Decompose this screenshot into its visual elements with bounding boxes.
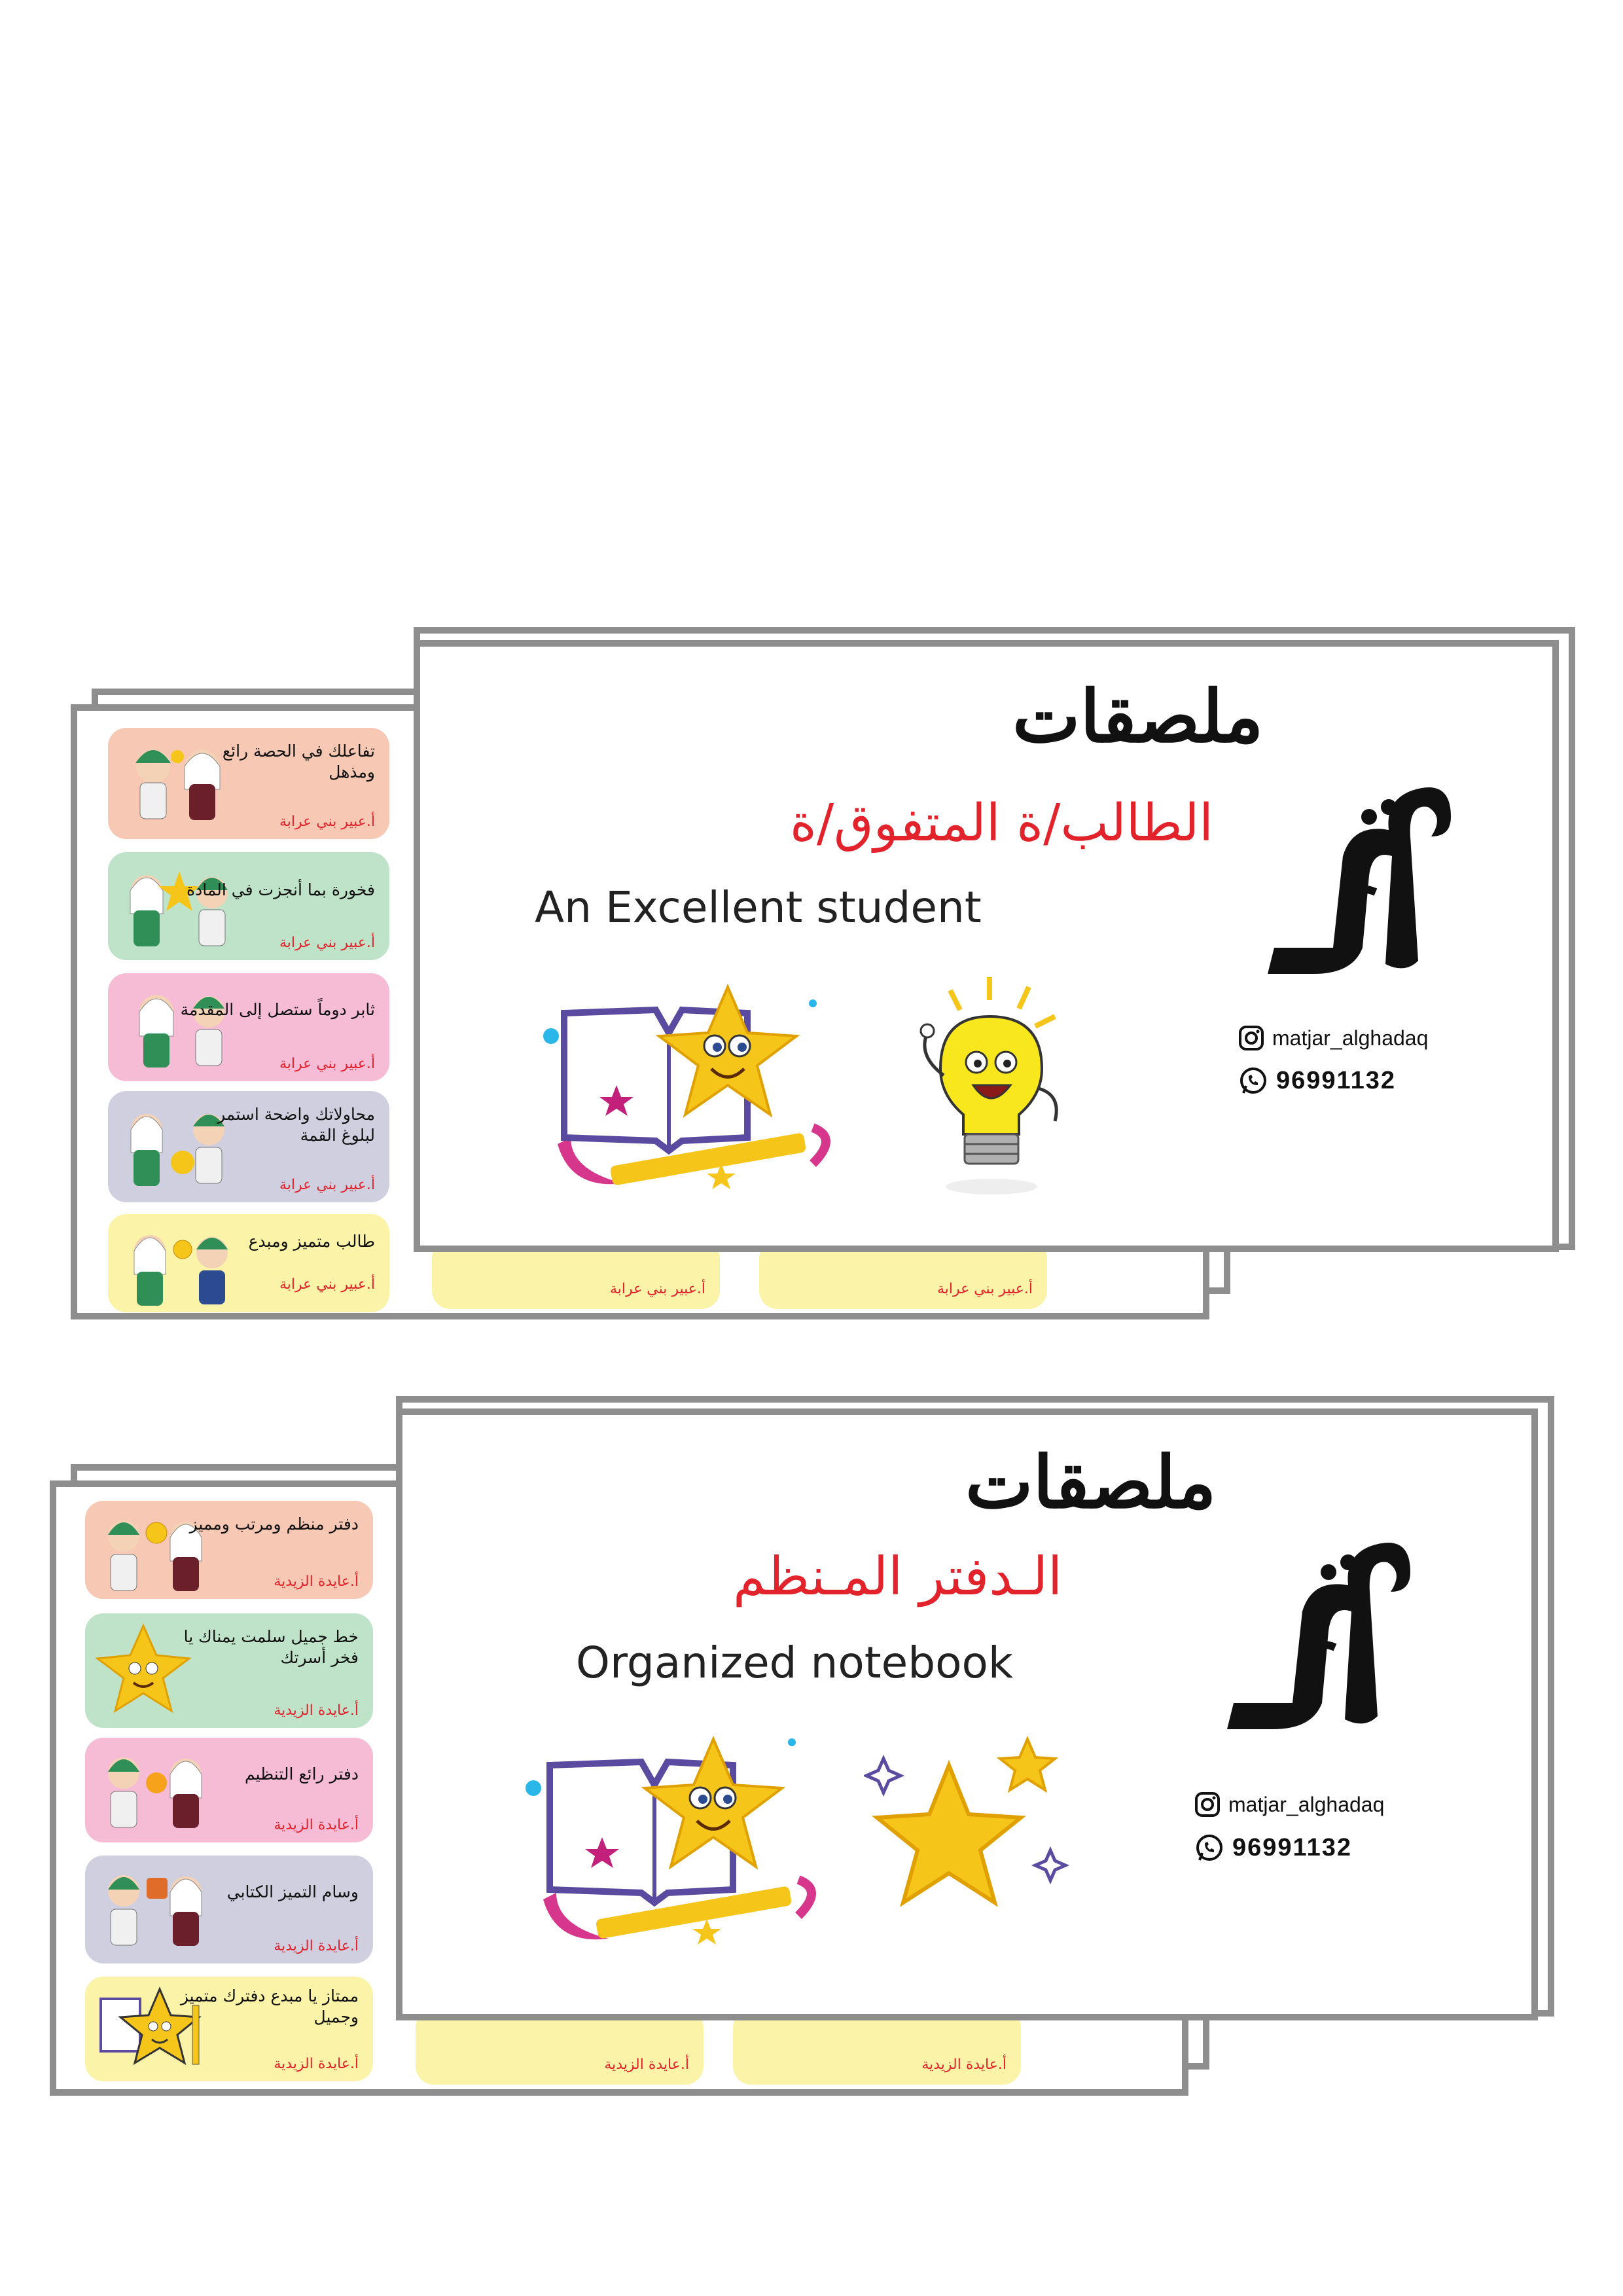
sticker-bottom-1	[416, 2009, 704, 2085]
sticker-1	[108, 728, 389, 839]
sticker-text: وسام التميز الكتابي	[226, 1882, 359, 1901]
stars-illustration	[864, 1732, 1080, 1929]
sticker-text: ممتاز يا مبدع دفترك متميز وجميل	[180, 1986, 359, 2026]
sticker-author: أ.عايدة الزيدية	[274, 1817, 359, 1833]
instagram-icon	[1238, 1025, 1264, 1051]
notebook-star-illustration	[517, 1723, 831, 1958]
sticker-text: محاولاتك واضحة استمر لبلوغ القمة	[217, 1105, 375, 1145]
sticker-author: أ.عايدة الزيدية	[274, 1573, 359, 1590]
sticker-5	[108, 1214, 389, 1312]
whatsapp-icon	[1194, 1833, 1224, 1863]
cover-title: ملصقات	[1012, 674, 1264, 759]
sticker-text: طالب متميز ومبدع	[248, 1232, 375, 1251]
sticker-4	[85, 1856, 373, 1964]
cover-title: ملصقات	[965, 1440, 1217, 1524]
cover-subtitle-english: Organized notebook	[576, 1638, 1014, 1688]
sticker-author: أ.عايدة الزيدية	[274, 1702, 359, 1719]
kids-illustration	[94, 1865, 212, 1956]
sticker-3	[85, 1738, 373, 1842]
kids-illustration	[117, 982, 235, 1074]
sticker-author: أ.عبير بني عرابة	[609, 1281, 705, 1297]
sticker-author: أ.عبير بني عرابة	[279, 1056, 375, 1072]
lightbulb-illustration	[904, 971, 1081, 1200]
cover-subtitle-english: An Excellent student	[535, 882, 982, 933]
whatsapp-contact	[1238, 1066, 1396, 1096]
sticker-text: خط جميل سلمت يمناك يا فخر أسرتك	[183, 1627, 359, 1667]
alghadaq-logo	[1214, 1533, 1443, 1749]
cover-subtitle-arabic: الطالب/ة المتفوق/ة	[790, 794, 1213, 853]
sticker-author: أ.عايدة الزيدية	[921, 2056, 1007, 2073]
instagram-contact	[1194, 1791, 1384, 1818]
sticker-2	[85, 1613, 373, 1728]
sticker-text: دفتر رائع التنظيم	[245, 1765, 359, 1784]
instagram-icon	[1194, 1791, 1221, 1818]
sticker-text: ثابر دوماً ستصل إلى المقدمة	[180, 1000, 375, 1019]
sticker-3	[108, 973, 389, 1081]
whatsapp-number: 96991132	[1276, 1066, 1396, 1094]
sticker-bottom-2	[733, 2009, 1021, 2085]
sticker-author: أ.عبير بني عرابة	[279, 935, 375, 951]
sticker-4	[108, 1091, 389, 1202]
whatsapp-number: 96991132	[1232, 1833, 1352, 1861]
sticker-author: أ.عبير بني عرابة	[279, 814, 375, 830]
sticker-author: أ.عايدة الزيدية	[604, 2056, 689, 2073]
instagram-handle: matjar_alghadaq	[1272, 1026, 1429, 1050]
sticker-5	[85, 1977, 373, 2081]
sticker-text: دفتر منظم ومرتب ومميز	[189, 1515, 359, 1534]
sticker-author: أ.عايدة الزيدية	[274, 1938, 359, 1954]
whatsapp-icon	[1238, 1066, 1268, 1096]
kids-illustration	[94, 1747, 212, 1839]
instagram-contact	[1238, 1025, 1428, 1051]
sticker-author: أ.عايدة الزيدية	[274, 2056, 359, 2072]
kids-illustration	[117, 861, 235, 953]
sticker-author: أ.عبير بني عرابة	[279, 1177, 375, 1193]
sticker-text: تفاعلك في الحصة رائع ومذهل	[222, 742, 375, 781]
sticker-2	[108, 852, 389, 960]
cover-subtitle-arabic: الـدفتر المـنظم	[733, 1546, 1063, 1607]
cover-card	[396, 1408, 1538, 2020]
alghadaq-logo	[1255, 778, 1484, 994]
whatsapp-contact	[1194, 1833, 1352, 1863]
sticker-1	[85, 1501, 373, 1599]
cover-card	[414, 640, 1559, 1252]
sticker-author: أ.عبير بني عرابة	[279, 1276, 375, 1293]
notebook-star-illustration	[531, 974, 846, 1203]
sticker-text: فخورة بما أنجزت في المادة	[186, 880, 375, 899]
instagram-handle: matjar_alghadaq	[1228, 1792, 1385, 1816]
sticker-author: أ.عبير بني عرابة	[936, 1281, 1033, 1297]
